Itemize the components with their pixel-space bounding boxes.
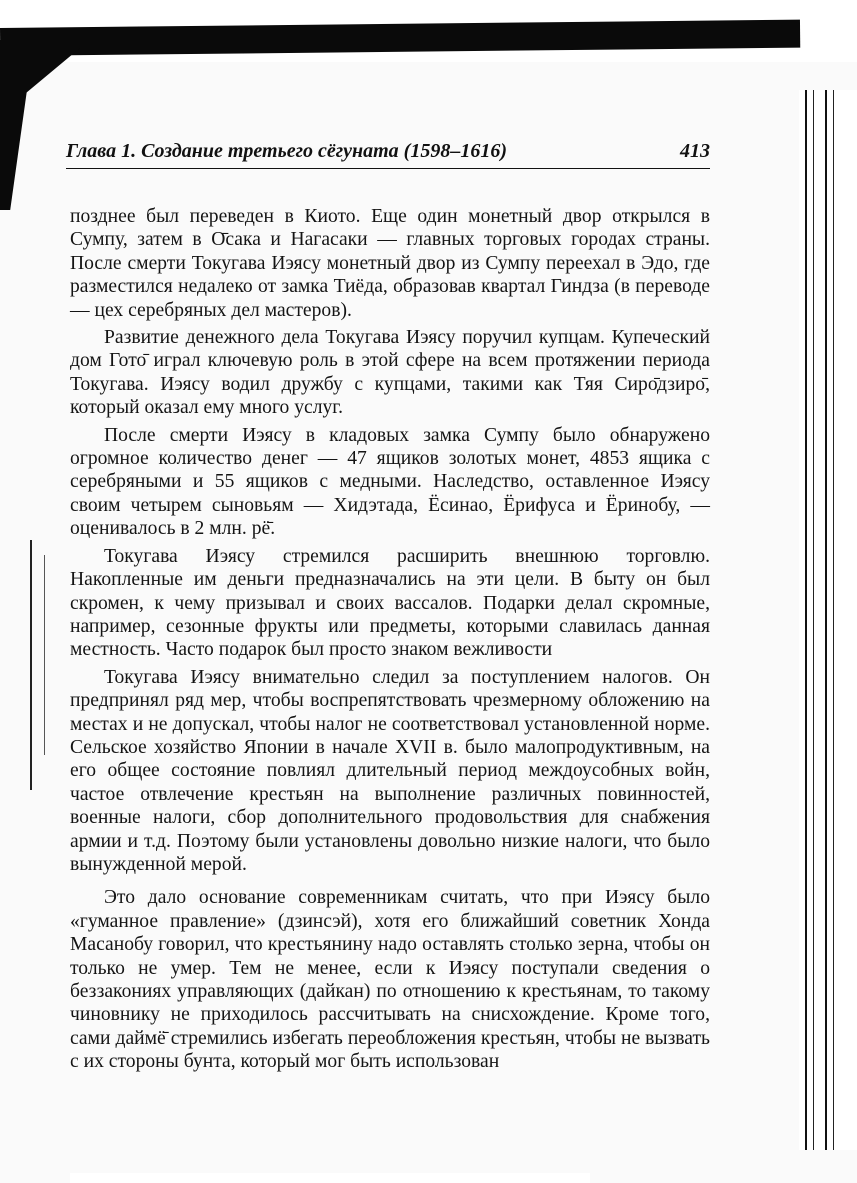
body-text	[70, 205, 710, 1074]
chapter-title: Глава 1. Создание третьего сёгуната (1598–1616)	[66, 140, 507, 162]
scan-margin-right	[845, 90, 857, 1150]
paragraph: Токугава Иэясу внимательно следил за поступлением налогов. Он предпринял ряд мер, чтобы воспрепятствовать чрезмерному обложению на местах и не допускал, чтобы налог не соответствовал установленной норме. Сельское хозяйство Японии в начале XVII в. было малопродуктивным, на его общее состояние повлиял длительный период междоусобных войн, частое отвлечение крестьян на выполнение различных повинностей, военные налоги, сбор дополнительного продовольствия для снабжения армии и т.д. Поэтому были установлены довольно низкие налоги, что было вынужденной мерой.	[70, 666, 710, 875]
scan-shadow-wedge	[20, 48, 80, 98]
paragraph: позднее был переведен в Киото. Еще один монетный двор открылся в Сумпу, затем в О̄сака и Нагасаки — главных торговых городах страны. После смерти Токугава Иэясу монетный двор из Сумпу переехал в Эдо, где разместился недалеко от замка Тиёда, образовав квартал Гиндза (в переводе — цех серебряных дел мастеров).	[70, 206, 710, 321]
paragraph: После смерти Иэясу в кладовых замка Сумпу было обнаружено огромное количество денег — 47 ящиков золотых монет, 4853 ящика с серебряными и 55 ящиков с медными. Наследство, оставленное Иэясу своим четырем сыновьям — Хидэтада, Ёсинао, Ёрифуса и Ёринобу, — оценивалось в 2 млн. рё̄.	[70, 424, 710, 540]
paragraph: Это дало основание современникам считать, что при Иэясу было «гуманное правление» (дзинсэй), хотя его ближайший советник Хонда Масанобу говорил, что крестьянину надо оставлять столько зерна, чтобы он только не умер. Тем не менее, если к Иэясу поступали сведения о беззакониях управляющих (дайкан) по отношению к крестьянам, то такому чиновнику не приходилось рассчитывать на снисхождение. Кроме того, сами даймё̄ стремились избегать переобложения крестьян, чтобы не вызвать с их стороны бунта, который мог быть использован	[70, 887, 710, 1073]
scan-gutter-line-thin	[44, 555, 45, 755]
page-number: 413	[680, 140, 710, 162]
paragraph: Токугава Иэясу стремился расширить внешнюю торговлю. Накопленные им деньги предназначались на эти цели. В быту он был скромен, к чему призывал и своих вассалов. Подарки делал скромные, например, сезонные фрукты или предметы, которыми славилась данная местность. Часто подарок был просто знаком вежливости	[70, 545, 710, 661]
scan-cut-bottom	[70, 1166, 590, 1183]
running-header	[66, 138, 710, 169]
paragraph: Развитие денежного дела Токугава Иэясу поручил купцам. Купеческий дом Гото̄ играл ключевую роль в этой сфере на всем протяжении периода Токугава. Иэясу водил дружбу с купцами, такими как Тяя Сиро̄дзиро̄, который оказал ему много услуг.	[70, 327, 710, 419]
scan-gutter-line	[30, 540, 32, 790]
